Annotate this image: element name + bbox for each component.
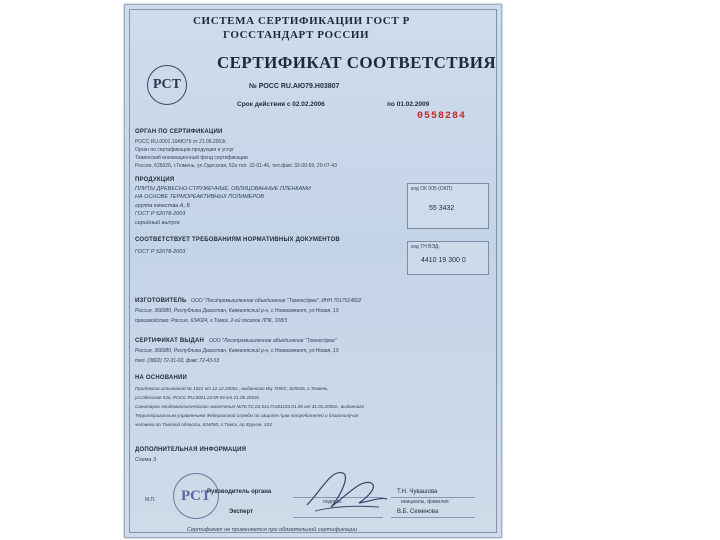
- certificate-title: СЕРТИФИКАТ СООТВЕТСТВИЯ: [217, 53, 497, 72]
- product-line: серийный выпуск: [135, 220, 180, 226]
- basis-line: Территориальным управлением Федеральной службы по защите прав потребителей и благополучия: [135, 413, 359, 418]
- basis-line: Протокола испытаний № 1021 от 12.12.2005г., выданного ИЦ ТИФС, 625026, г.Тюмень,: [135, 386, 329, 391]
- organ-line: Россия, 625026, г.Тюмень, ул.Одесская, 52а тел. 32-01-46, тел.факс 32-00-69, 20-07-43: [135, 163, 337, 169]
- additional-heading: ДОПОЛНИТЕЛЬНАЯ ИНФОРМАЦИЯ: [135, 447, 247, 453]
- serial-number: 0558284: [417, 111, 467, 122]
- product-line: НА ОСНОВЕ ТЕРМОРЕАКТИВНЫХ ПОЛИМЕРОВ: [135, 194, 264, 200]
- tnved-code-label: код ТН ВЭД:: [411, 244, 440, 250]
- head-label: Руководитель органа: [207, 489, 272, 495]
- organ-line: РОСС RU.0001.10АЮ79 от 21.06.2003г.: [135, 139, 227, 145]
- product-heading: ПРОДУКЦИЯ: [135, 177, 175, 183]
- footer-note: Сертификат не применяется при обязательной сертификации: [187, 527, 357, 533]
- head-sign-caption: подпись: [323, 499, 342, 505]
- issued-to-line: ООО "Лесопромышленное объединение "Томлесдрев": [209, 338, 337, 344]
- header-system: СИСТЕМА СЕРТИФИКАЦИИ ГОСТ Р: [193, 15, 410, 27]
- head-name-line: [391, 497, 475, 498]
- stamp-mp: М.П.: [145, 497, 156, 503]
- organ-line: Орган по сертификации продукции и услуг: [135, 147, 235, 153]
- header-gosstandart: ГОССТАНДАРТ РОССИИ: [223, 29, 370, 41]
- head-name: Т.Н. Чувашова: [397, 489, 438, 495]
- basis-line: Санитарно-эпидемиологического заключения №70.ТС.03.541.П.001103.01.06 от 31.01.2006г., выданного: [135, 404, 365, 409]
- manufacturer-line: ООО "Лесопромышленное объединение "Томлесдрев", ИНН 7017014822: [191, 298, 362, 304]
- organ-line: Тюменский инновационный фонд сертификации: [135, 155, 248, 161]
- manufacturer-heading: ИЗГОТОВИТЕЛЬ: [135, 298, 187, 304]
- conformity-doc: ГОСТ Р 52078-2003: [135, 249, 186, 255]
- product-line: группа качества А, Б: [135, 203, 191, 209]
- organ-heading: ОРГАН ПО СЕРТИФИКАЦИИ: [135, 129, 223, 135]
- certificate-document: [124, 4, 502, 538]
- expert-name-line: [391, 517, 475, 518]
- head-initials-caption: инициалы, фамилия: [401, 499, 449, 505]
- tnved-code-value: 4410 19 300 0: [421, 257, 466, 264]
- pct-logo-icon: PCT: [147, 65, 187, 105]
- basis-line: ул.Одесская 52а, РОСС RU.0001.21АЯ 69 от 21.06.2003г.: [135, 395, 261, 400]
- conformity-heading: СООТВЕТСТВУЕТ ТРЕБОВАНИЯМ НОРМАТИВНЫХ ДОКУМЕНТОВ: [135, 237, 340, 243]
- validity-from: Срок действия с 02.02.2006: [237, 101, 325, 108]
- manufacturer-line: Россия, 368380, Республика Дагестан, Каякентский р-н, с.Новокаякент, ул.Новая, 19: [135, 308, 339, 314]
- manufacturer-line: производство: Россия, 634024, г.Томск, 2-ой поселок ЛПК, 108/3: [135, 318, 288, 324]
- product-line: ГОСТ Р 52078-2003: [135, 211, 186, 217]
- okp-code-label: код ОК 005 (ОКП):: [411, 186, 454, 192]
- schema-text: Схема 3: [135, 457, 157, 463]
- issued-to-line: тел. (3822) 72-31-02, факс 72-43-53: [135, 358, 220, 364]
- issued-to-line: Россия, 368380, Республика Дагестан, Каякентский р-н, с.Новокаякент, ул.Новая, 19: [135, 348, 339, 354]
- basis-line: человека по Томской области, 634050, г.Томск, пр.Фрунзе, 103.: [135, 422, 273, 427]
- stamp-seal-icon: PCT: [173, 473, 219, 519]
- expert-label: Эксперт: [229, 509, 254, 515]
- expert-name: В.Б. Семенова: [397, 509, 439, 515]
- okp-code-value: 55 3432: [429, 205, 455, 212]
- certificate-number: № РОСС RU.АЮ79.Н03807: [249, 83, 340, 90]
- signature-icon: [301, 461, 391, 519]
- basis-heading: НА ОСНОВАНИИ: [135, 375, 188, 381]
- issued-to-heading: СЕРТИФИКАТ ВЫДАН: [135, 338, 205, 344]
- product-line: ПЛИТЫ ДРЕВЕСНО-СТРУЖЕЧНЫЕ, ОБЛИЦОВАННЫЕ ПЛЕНКАМИ: [135, 186, 311, 192]
- validity-to: по 01.02.2009: [387, 101, 430, 108]
